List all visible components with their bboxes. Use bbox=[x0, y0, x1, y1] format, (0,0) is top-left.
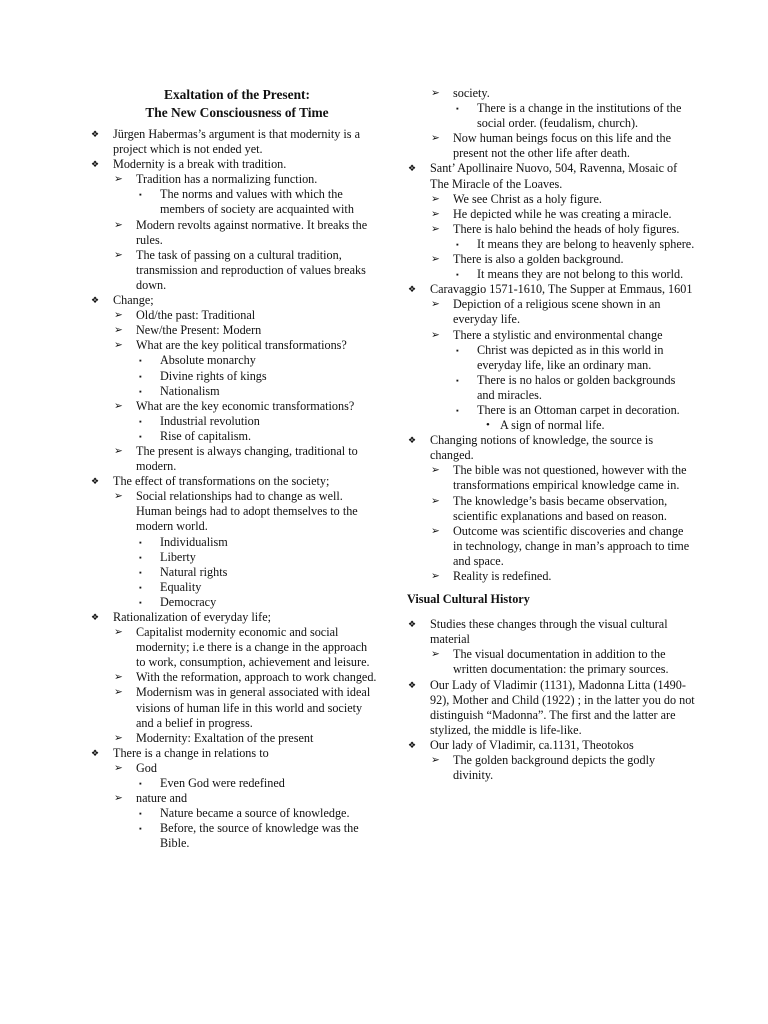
outline-item bbox=[88, 595, 378, 610]
square-bullet-icon: ▪ bbox=[139, 356, 142, 366]
outline-item-text: There is also a golden background. bbox=[453, 252, 624, 267]
outline-item-text: The present is always changing, traditional to modern. bbox=[136, 443, 358, 474]
square-bullet-icon: ▪ bbox=[139, 582, 142, 592]
outline-item-text: Sant’ Apollinaire Nuovo, 504, Ravenna, Mosaic of The Miracle of the Loaves. bbox=[430, 161, 678, 191]
left-column bbox=[88, 86, 378, 852]
outline-item bbox=[88, 791, 378, 806]
outline-item bbox=[405, 617, 695, 647]
arrow-bullet-icon: ➢ bbox=[114, 491, 123, 503]
outline-item-text: The effect of transformations on the society; bbox=[113, 474, 330, 489]
arrow-bullet-icon: ➢ bbox=[114, 687, 123, 699]
outline-item-text: God bbox=[136, 760, 157, 775]
outline-item-text: Rationalization of everyday life; bbox=[113, 610, 272, 624]
arrow-bullet-icon: ➢ bbox=[431, 254, 440, 266]
square-bullet-icon: ▪ bbox=[139, 552, 142, 562]
outline-item-text: Individualism bbox=[160, 534, 228, 549]
square-bullet-icon: ▪ bbox=[139, 537, 142, 547]
outline-item-text: Outcome was scientific discoveries and change in technology, change in man’s approach to time and space. bbox=[453, 523, 690, 568]
outline-item bbox=[405, 373, 695, 403]
outline-item bbox=[88, 338, 378, 353]
outline-item-text: The visual documentation in addition to the written documentation: the primary sources. bbox=[453, 647, 669, 677]
outline-item bbox=[88, 550, 378, 565]
outline-item bbox=[88, 248, 378, 293]
outline-item bbox=[405, 282, 695, 297]
outline-item bbox=[88, 323, 378, 338]
outline-item bbox=[405, 222, 695, 237]
outline-item-text: Before, the source of knowledge was the Bible. bbox=[160, 821, 359, 851]
dot-bullet-icon: • bbox=[486, 419, 490, 432]
outline-item-text: A sign of normal life. bbox=[500, 418, 605, 433]
outline-item bbox=[88, 535, 378, 550]
outline-item-text: Nature became a source of knowledge. bbox=[160, 806, 350, 821]
outline-item bbox=[88, 172, 378, 187]
outline-item bbox=[88, 685, 378, 730]
outline-item bbox=[405, 403, 695, 418]
title-line-2: The New Consciousness of Time bbox=[145, 105, 329, 120]
square-bullet-icon: ▪ bbox=[139, 824, 142, 834]
diamond-bullet-icon: ❖ bbox=[91, 295, 100, 306]
outline-item bbox=[88, 610, 378, 625]
title-line-1: Exaltation of the Present: bbox=[164, 87, 310, 102]
outline-item-text: There a stylistic and environmental change bbox=[453, 327, 663, 342]
arrow-bullet-icon: ➢ bbox=[114, 627, 123, 639]
arrow-bullet-icon: ➢ bbox=[431, 223, 440, 235]
outline-item bbox=[88, 444, 378, 474]
diamond-bullet-icon: ❖ bbox=[408, 163, 417, 174]
outline-item-text: Jürgen Habermas’s argument is that modernity is a project which is not ended yet. bbox=[113, 127, 360, 157]
diamond-bullet-icon: ❖ bbox=[91, 476, 100, 487]
outline-item bbox=[88, 670, 378, 685]
outline-item-text: Divine rights of kings bbox=[160, 368, 267, 383]
outline-item bbox=[88, 399, 378, 414]
diamond-bullet-icon: ❖ bbox=[91, 747, 100, 758]
outline-item bbox=[405, 418, 695, 433]
outline-item-text: Capitalist modernity economic and social modernity; i.e there is a change in the approach to work, consumption, achievement and leisure. bbox=[136, 625, 370, 670]
outline-item-text: Rise of capitalism. bbox=[160, 428, 252, 443]
diamond-bullet-icon: ❖ bbox=[408, 619, 417, 630]
outline-item-text: The knowledge’s basis became observation, scientific explanations and based on reason. bbox=[453, 493, 668, 523]
square-bullet-icon: ▪ bbox=[456, 405, 459, 415]
outline-item bbox=[405, 647, 695, 677]
outline-item bbox=[405, 297, 695, 327]
square-bullet-icon: ▪ bbox=[139, 386, 142, 396]
arrow-bullet-icon: ➢ bbox=[431, 755, 440, 767]
outline-item-text: Nationalism bbox=[160, 383, 220, 398]
outline-item bbox=[405, 678, 695, 738]
outline-item-text: Modernity: Exaltation of the present bbox=[136, 730, 314, 745]
square-bullet-icon: ▪ bbox=[139, 190, 142, 200]
arrow-bullet-icon: ➢ bbox=[114, 445, 123, 457]
square-bullet-icon: ▪ bbox=[139, 416, 142, 426]
outline-item bbox=[405, 237, 695, 252]
outline-item bbox=[405, 494, 695, 524]
square-bullet-icon: ▪ bbox=[139, 371, 142, 381]
outline-item bbox=[88, 625, 378, 670]
arrow-bullet-icon: ➢ bbox=[431, 299, 440, 311]
outline-item-text: New/the Present: Modern bbox=[136, 323, 262, 338]
diamond-bullet-icon: ❖ bbox=[408, 435, 417, 446]
outline-item bbox=[405, 252, 695, 267]
outline-item bbox=[405, 463, 695, 493]
outline-item bbox=[88, 580, 378, 595]
outline-item bbox=[88, 565, 378, 580]
diamond-bullet-icon: ❖ bbox=[91, 129, 100, 139]
outline-item-text: There is an Ottoman carpet in decoration. bbox=[477, 402, 680, 417]
arrow-bullet-icon: ➢ bbox=[431, 649, 440, 661]
outline-item bbox=[88, 761, 378, 776]
outline-item-text: Industrial revolution bbox=[160, 413, 260, 428]
arrow-bullet-icon: ➢ bbox=[114, 732, 123, 744]
outline-item bbox=[405, 738, 695, 753]
diamond-bullet-icon: ❖ bbox=[91, 159, 100, 170]
outline-item-text: Changing notions of knowledge, the source is changed. bbox=[430, 433, 654, 463]
diamond-bullet-icon: ❖ bbox=[91, 612, 100, 622]
outline-item-text: Modernity is a break with tradition. bbox=[113, 157, 287, 172]
outline-item-text: Depiction of a religious scene shown in an everyday life. bbox=[453, 297, 661, 327]
square-bullet-icon: ▪ bbox=[456, 345, 459, 355]
outline-item-text: Now human beings focus on this life and the present not the other life after death. bbox=[453, 131, 671, 161]
arrow-bullet-icon: ➢ bbox=[431, 571, 440, 582]
outline-item-text: What are the key political transformations? bbox=[136, 338, 347, 353]
right-column bbox=[405, 86, 695, 783]
outline-item-text: There is halo behind the heads of holy figures. bbox=[453, 221, 680, 236]
outline-item bbox=[88, 776, 378, 791]
outline-item bbox=[88, 806, 378, 821]
outline-item bbox=[405, 267, 695, 282]
outline-item bbox=[405, 569, 695, 584]
outline-item bbox=[88, 293, 378, 308]
arrow-bullet-icon: ➢ bbox=[431, 88, 440, 99]
outline-item bbox=[405, 101, 695, 131]
arrow-bullet-icon: ➢ bbox=[114, 340, 123, 352]
outline-item-text: There is no halos or golden backgrounds and miracles. bbox=[477, 372, 676, 402]
outline-item-text: Tradition has a normalizing function. bbox=[136, 172, 318, 187]
outline-item bbox=[405, 207, 695, 222]
outline-item bbox=[88, 127, 378, 157]
diamond-bullet-icon: ❖ bbox=[408, 739, 417, 750]
outline-item-text: It means they are not belong to this world. bbox=[477, 267, 684, 282]
arrow-bullet-icon: ➢ bbox=[114, 249, 123, 261]
outline-item-text: We see Christ as a holy figure. bbox=[453, 191, 602, 206]
outline-item-text: Modern revolts against normative. It breaks the rules. bbox=[136, 217, 368, 247]
outline-item-text: The golden background depicts the godly divinity. bbox=[453, 753, 656, 783]
outline-item-text: Absolute monarchy bbox=[160, 353, 256, 368]
outline-item bbox=[88, 187, 378, 217]
arrow-bullet-icon: ➢ bbox=[114, 325, 123, 337]
outline-item bbox=[88, 489, 378, 534]
outline-item-text: society. bbox=[453, 86, 490, 100]
left-outline bbox=[88, 127, 378, 852]
arrow-bullet-icon: ➢ bbox=[114, 310, 123, 322]
outline-item bbox=[88, 353, 378, 368]
arrow-bullet-icon: ➢ bbox=[114, 219, 123, 231]
outline-item bbox=[405, 753, 695, 783]
outline-item-text: Social relationships had to change as well. Human beings had to adopt themselves to the modern world. bbox=[136, 489, 358, 534]
outline-item-text: Change; bbox=[113, 293, 154, 308]
outline-item-text: The norms and values with which the members of society are acquainted with bbox=[160, 187, 354, 217]
outline-item-text: Caravaggio 1571-1610, The Supper at Emmaus, 1601 bbox=[430, 282, 693, 297]
outline-item bbox=[88, 746, 378, 761]
outline-item bbox=[88, 429, 378, 444]
outline-item bbox=[88, 474, 378, 489]
outline-item bbox=[405, 192, 695, 207]
arrow-bullet-icon: ➢ bbox=[114, 793, 123, 805]
diamond-bullet-icon: ❖ bbox=[408, 679, 417, 690]
arrow-bullet-icon: ➢ bbox=[114, 400, 123, 412]
outline-item bbox=[88, 369, 378, 384]
right-outline bbox=[405, 86, 695, 584]
outline-item bbox=[405, 131, 695, 161]
square-bullet-icon: ▪ bbox=[139, 567, 142, 577]
square-bullet-icon: ▪ bbox=[456, 270, 459, 280]
square-bullet-icon: ▪ bbox=[456, 239, 459, 249]
outline-item-text: Equality bbox=[160, 579, 202, 594]
outline-item bbox=[88, 414, 378, 429]
outline-item bbox=[405, 161, 695, 191]
outline-item-text: What are the key economic transformations? bbox=[136, 398, 355, 413]
outline-item-text: Natural rights bbox=[160, 564, 228, 579]
outline-item bbox=[88, 731, 378, 746]
arrow-bullet-icon: ➢ bbox=[431, 495, 440, 507]
outline-item bbox=[405, 328, 695, 343]
outline-item-text: The bible was not questioned, however with the transformations empirical knowledge came in. bbox=[453, 463, 687, 493]
arrow-bullet-icon: ➢ bbox=[114, 762, 123, 774]
outline-item bbox=[88, 384, 378, 399]
outline-item bbox=[405, 433, 695, 463]
arrow-bullet-icon: ➢ bbox=[431, 133, 440, 145]
arrow-bullet-icon: ➢ bbox=[431, 525, 440, 537]
square-bullet-icon: ▪ bbox=[139, 779, 142, 789]
outline-item-text: He depicted while he was creating a miracle. bbox=[453, 206, 672, 221]
square-bullet-icon: ▪ bbox=[139, 809, 142, 819]
outline-item-text: Old/the past: Traditional bbox=[136, 308, 256, 323]
outline-item-text: Christ was depicted as in this world in everyday life, like an ordinary man. bbox=[477, 342, 664, 372]
diamond-bullet-icon: ❖ bbox=[408, 284, 417, 295]
outline-item bbox=[88, 308, 378, 323]
outline-item-text: There is a change in the institutions of the social order. (feudalism, church). bbox=[477, 101, 682, 131]
outline-item-text: The task of passing on a cultural tradition, transmission and reproduction of values breaks down. bbox=[136, 247, 366, 292]
outline-item-text: Reality is redefined. bbox=[453, 569, 552, 583]
outline-item bbox=[88, 218, 378, 248]
outline-item-text: Our Lady of Vladimir (1131), Madonna Litta (1490-92), Mother and Child (1922) ; in the latter you do not distinguish “Madonna”. The first and the latter are stylized, the middle is life-like. bbox=[430, 677, 695, 737]
outline-item-text: With the reformation, approach to work changed. bbox=[136, 670, 377, 685]
arrow-bullet-icon: ➢ bbox=[114, 174, 123, 186]
square-bullet-icon: ▪ bbox=[139, 597, 142, 607]
outline-item-text: Liberty bbox=[160, 549, 196, 564]
outline-item bbox=[405, 86, 695, 101]
square-bullet-icon: ▪ bbox=[456, 104, 459, 114]
outline-item-text: There is a change in relations to bbox=[113, 745, 269, 760]
outline-item bbox=[405, 524, 695, 569]
outline-item-text: Studies these changes through the visual cultural material bbox=[430, 617, 668, 647]
outline-item-text: Even God were redefined bbox=[160, 776, 285, 791]
outline-item-text: Our lady of Vladimir, ca.1131, Theotokos bbox=[430, 737, 634, 752]
outline-item-text: It means they are belong to heavenly sphere. bbox=[477, 236, 695, 251]
document-title bbox=[88, 86, 378, 122]
arrow-bullet-icon: ➢ bbox=[431, 329, 440, 341]
square-bullet-icon: ▪ bbox=[139, 431, 142, 441]
outline-item bbox=[88, 157, 378, 172]
arrow-bullet-icon: ➢ bbox=[431, 465, 440, 477]
square-bullet-icon: ▪ bbox=[456, 375, 459, 385]
outline-item bbox=[405, 343, 695, 373]
section-heading: Visual Cultural History bbox=[407, 592, 530, 607]
outline-item-text: nature and bbox=[136, 791, 188, 806]
arrow-bullet-icon: ➢ bbox=[431, 208, 440, 220]
right-outline-2 bbox=[405, 617, 695, 783]
arrow-bullet-icon: ➢ bbox=[431, 193, 440, 205]
outline-item-text: Modernism was in general associated with ideal visions of human life in this world and society and a belief in progress. bbox=[136, 685, 371, 730]
outline-item-text: Democracy bbox=[160, 594, 217, 609]
outline-item bbox=[88, 821, 378, 851]
arrow-bullet-icon: ➢ bbox=[114, 672, 123, 684]
